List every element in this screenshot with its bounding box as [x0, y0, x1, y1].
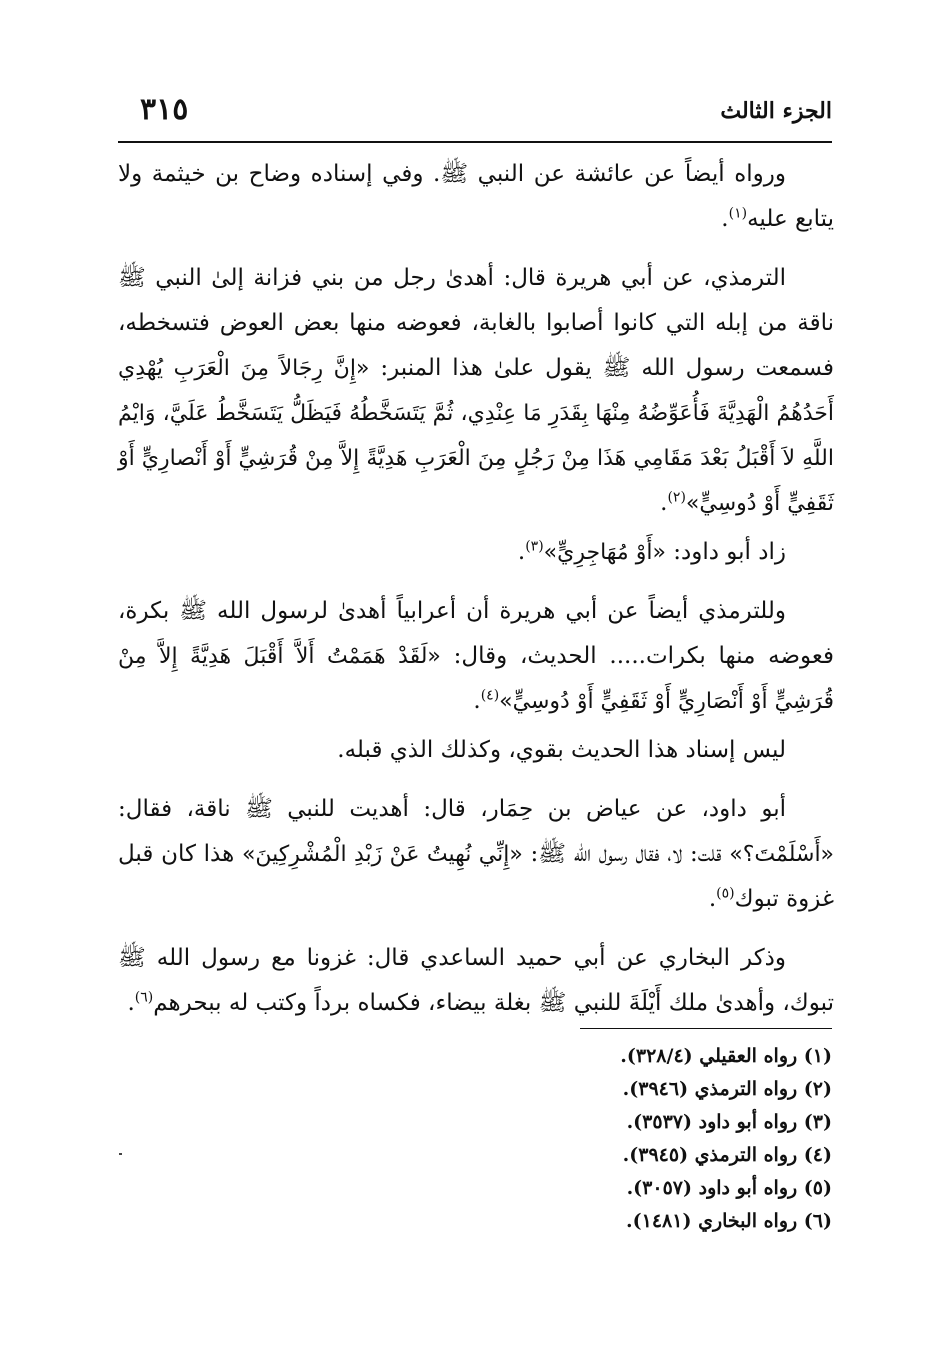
- paragraph-text: هذا كان قبل غزوة تبوك: [118, 841, 834, 912]
- paragraph-end: .: [708, 886, 717, 912]
- paragraph-text: ورواه أيضاً عن عائشة عن النبي ﷺ. وفي إسناده وضاح بن خيثمة ولا يتابع عليه: [118, 161, 834, 232]
- footnote-ref: (١): [728, 205, 748, 222]
- footnote-6: (٦) رواه البخاري (١٤٨١).: [626, 1210, 832, 1232]
- paragraph-text: ليس إسناد هذا الحديث بقوي، وكذلك الذي قبله.: [337, 737, 786, 763]
- hadith-quote: «أَسْلَمْتَ؟»: [729, 842, 835, 867]
- paragraph-2: [118, 256, 834, 526]
- hadith-quote: «لَقَدْ هَمَمْتُ أَلاَّ أَقْبَلَ هَدِيَّةً إِلاَّ مِنْ قُرَشِيٍّ أَوْ أَنْصَارِيٍّ أَوْ ثَقَفِيٍّ أَوْ دُوسِيٍّ»: [118, 644, 834, 714]
- paragraph-text: وذكر البخاري عن أبي حميد الساعدي قال: غزونا مع رسول الله ﷺ تبوك، وأهدىٰ ملك أَيْلَةَ للنبي ﷺ بغلة بيضاء، فكساه برداً وكتب له ببحرهم: [118, 945, 834, 1016]
- paragraph-7: [118, 936, 834, 1026]
- paragraph-3: [118, 530, 834, 575]
- footnote-rule: [580, 1028, 832, 1029]
- paragraph-text: أبو داود، عن عياض بن حِمَار، قال: أهديت للنبي ﷺ ناقة، فقال:: [118, 796, 786, 822]
- paragraph-1: [118, 152, 834, 242]
- footnotes: [432, 1040, 832, 1238]
- page-header: [118, 92, 832, 140]
- header-rule: [118, 141, 832, 143]
- paragraph-6: [118, 787, 834, 922]
- paragraph-end: .: [517, 539, 526, 565]
- paragraph-end: .: [127, 990, 135, 1016]
- footnote-4: (٤) رواه الترمذي (٣٩٤٥).: [622, 1144, 832, 1166]
- footnote-ref: (٢): [667, 489, 686, 506]
- footnote-2: (٢) رواه الترمذي (٣٩٤٦).: [622, 1078, 832, 1100]
- paragraph-end: .: [473, 688, 481, 714]
- hadith-quote: «إِنِّي نُهِيتُ عَنْ زَبْدِ الْمُشْرِكِينَ»: [241, 842, 523, 867]
- main-text: [118, 152, 834, 1040]
- footnote-ref: (٣): [525, 538, 544, 555]
- paragraph-text: زاد أبو داود:: [665, 539, 786, 565]
- footnote-1: (١) رواه العقيلي (٣٢٨/٤).: [620, 1045, 832, 1067]
- paragraph-end: .: [721, 206, 729, 232]
- paragraph-text: الترمذي، عن أبي هريرة قال: أهدىٰ رجل من بني فزانة إلىٰ النبي ﷺ ناقة من إبله التي كانوا أصابوا بالغابة، فعوضه منها بعض العوض فتسخطه، فسمعت رسول الله ﷺ يقول علىٰ هذا المنبر:: [118, 265, 834, 381]
- hadith-quote: «إِنَّ رِجَالاً مِنَ الْعَرَبِ يُهْدِي أَحَدُهُمُ الْهَدِيَّةَ فَأُعَوِّضُهُ مِنْهَا بِقَدَرِ مَا عِنْدِي، ثُمَّ يَتَسَخَّطُهُ فَيَظَلُّ يَتَسَخَّطُ عَلَيَّ، وَايْمُ اللَّهِ لاَ أَقْبَلُ بَعْدَ مَقَامِي هَذَا مِنْ رَجُلٍ مِنَ الْعَرَبِ هَدِيَّةً إِلاَّ مِنْ قُرَشِيٍّ أَوْ أَنْصارِيٍّ أَوْ ثَقَفِيٍّ أَوْ دُوسِيٍّ»: [118, 356, 834, 516]
- paragraph-5: [118, 728, 834, 773]
- footnote-ref: (٦): [134, 989, 154, 1006]
- paragraph-end: .: [660, 490, 668, 516]
- footnote-3: (٣) رواه أبو داود (٣٥٣٧).: [626, 1111, 832, 1133]
- page-number: ٣١٥: [140, 92, 189, 127]
- running-title: الجزء الثالث: [720, 98, 832, 124]
- paragraph-4: [118, 589, 834, 724]
- footnote-5: (٥) رواه أبو داود (٣٠٥٧).: [626, 1177, 832, 1199]
- paragraph-text: وللترمذي أيضاً عن أبي هريرة أن أعرابياً أهدىٰ لرسول الله ﷺ بكرة، فعوضه منها بكرات..... الحديث، وقال:: [118, 598, 834, 669]
- scan-speck: [119, 1153, 122, 1155]
- footnote-ref: (٥): [716, 885, 735, 902]
- footnote-ref: (٤): [480, 687, 500, 704]
- hadith-quote: «أَوْ مُهَاجِرِيٍّ»: [543, 540, 666, 565]
- paragraph-text: قلت: لا، فقال رسول الله ﷺ:: [522, 841, 730, 867]
